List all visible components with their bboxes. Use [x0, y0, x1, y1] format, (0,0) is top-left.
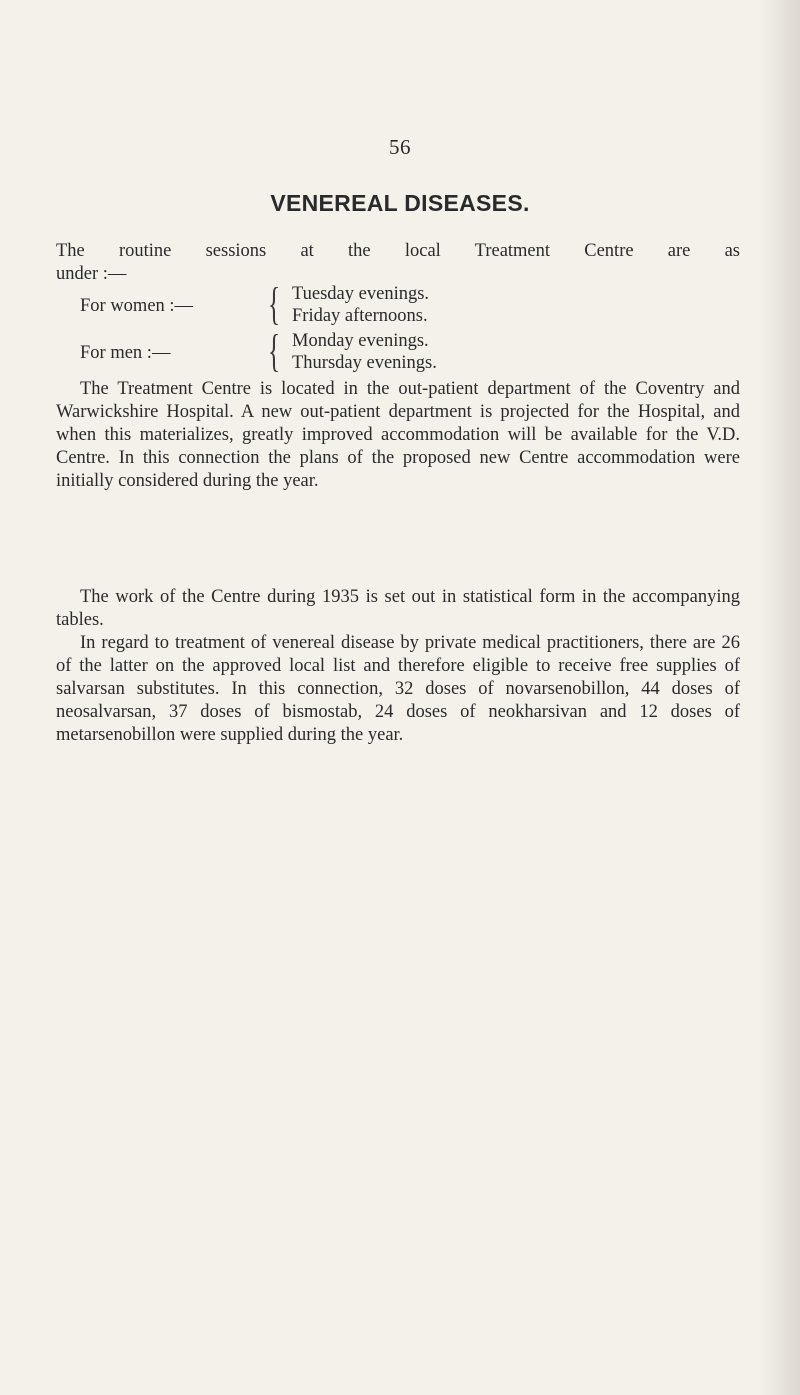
- paragraph-statistics: The work of the Centre during 1935 is set out in statistical form in the accompanying tables.: [56, 587, 740, 631]
- page-number: 56: [389, 135, 411, 159]
- schedule-group-label: For women :—: [80, 296, 194, 316]
- page-title: VENEREAL DISEASES.: [270, 190, 530, 216]
- schedule-time: Tuesday evenings.: [292, 284, 430, 304]
- schedule-times: [292, 283, 429, 327]
- schedule-time: Monday evenings.: [292, 331, 429, 351]
- paragraph-treatment-centre: The Treatment Centre is located in the out-patient department of the Coventry and Warwickshire Hospital. A new out-patient department is projected for the Hospital, and when this materializes, greatly improved accommodation will be available for the V.D. Centre. In this connection the plans of the proposed new Centre accommodation were initially considered during the year.: [56, 379, 740, 492]
- intro-line-1: The routine sessions at the local Treatment Centre are as: [56, 241, 740, 261]
- intro-line-2: under :—: [56, 264, 127, 284]
- brace-icon: {: [268, 278, 281, 329]
- paragraph-private-practitioners: In regard to treatment of venereal disease by private medical practitioners, there are 26 of the latter on the approved local list and therefore eligible to receive free supplies of salvarsan substitutes. In this connection, 32 doses of novarsenobillon, 44 doses of neosalvarsan, 37 doses of bismostab, 24 doses of neokharsivan and 12 doses of metarsenobillon were supplied during the year.: [56, 633, 740, 746]
- brace-icon: {: [268, 325, 281, 376]
- schedule-time: Thursday evenings.: [292, 353, 437, 373]
- schedule-group-label: For men :—: [80, 343, 171, 363]
- schedule-men: [80, 325, 680, 376]
- schedule-women: [80, 278, 680, 329]
- schedule-times: [292, 330, 437, 374]
- schedule-time: Friday afternoons.: [292, 306, 428, 326]
